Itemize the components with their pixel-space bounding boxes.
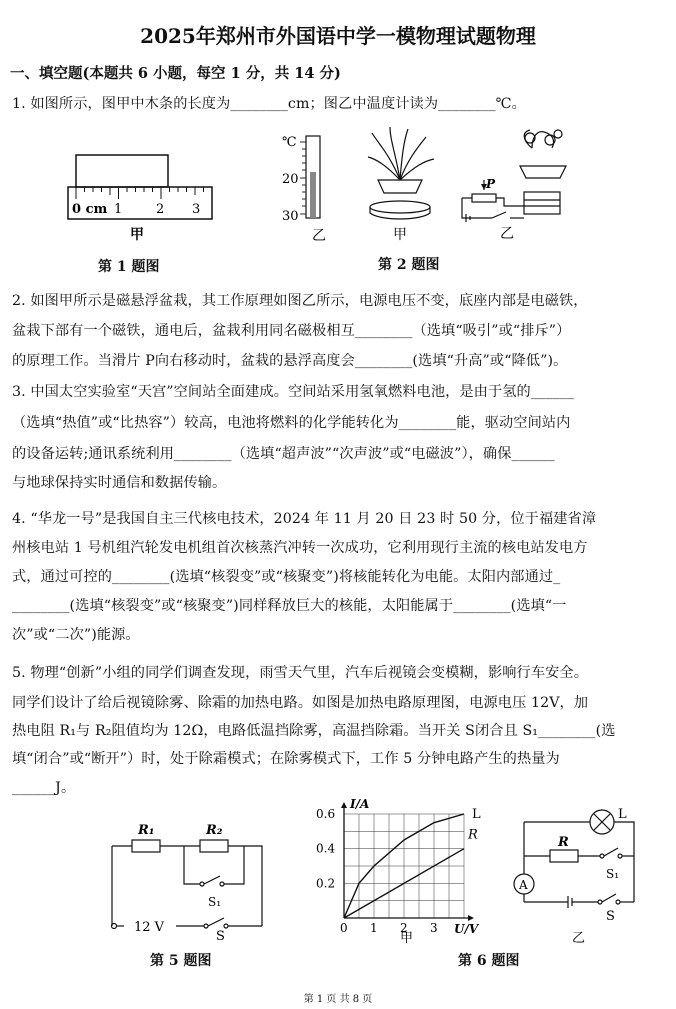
question-5-line: 5. 物理“创新”小组的同学们调查发现，雨雪天气里，汽车后视镜会变模糊，影响行车安全。 xyxy=(12,665,588,681)
page-title: 2025年郑州市外国语中学一模物理试题物理 xyxy=(140,24,536,48)
x-axis-label: U/V xyxy=(454,922,479,936)
x-tick-label: 1 xyxy=(370,921,378,935)
thermometer-tick-label: 20 xyxy=(282,172,299,187)
circuit-figure-label: 乙 xyxy=(572,931,586,946)
figure-2-caption: 第 2 题图 xyxy=(378,257,440,273)
question-2-line: 盆栽下部有一个磁铁，通电后，盆栽利用同名磁极相互________（选填“吸引”或“排斥”） xyxy=(12,323,571,339)
question-5-line: 热电阻 R₁与 R₂阻值均为 12Ω，电路低温挡除雾，高温挡除霜。当开关 S闭合且 S₁________(选 xyxy=(12,723,616,739)
ruler-tick-label: 3 xyxy=(192,202,201,217)
question-4-line: 式，通过可控的________(选填“核裂变”或“核聚变”)将核能转化为电能。太阳内部通过_ xyxy=(12,569,561,585)
circuit-figure-label: 乙 xyxy=(500,226,514,242)
figure-6-caption: 第 6 题图 xyxy=(458,953,520,969)
x-tick-label: 2 xyxy=(400,921,408,935)
lamp-label: L xyxy=(618,807,627,822)
y-tick-label: 0.4 xyxy=(316,841,336,856)
question-3-line: 的设备运转;通讯系统利用________（选填“超声波”“次声波”或“电磁波”），确保______ xyxy=(12,446,555,462)
question-5-line: 同学们设计了给后视镜除雾、除霜的加热电路。如图是加热电路原理图，电源电压 12V，加 xyxy=(12,695,589,711)
switch-s1-label: S₁ xyxy=(208,895,222,909)
figure-5-caption: 第 5 题图 xyxy=(150,953,212,969)
thermometer-unit: ℃ xyxy=(282,135,297,150)
resistor-label: R xyxy=(558,835,569,850)
thermometer-figure-label: 乙 xyxy=(312,228,326,244)
figure-2-maglev-plant xyxy=(360,125,440,245)
question-1-line: 1. 如图所示，图甲中木条的长度为________cm；图乙中温度计读为________℃。 xyxy=(12,96,526,112)
question-3-line: 3. 中国太空实验室“天宫”空间站全面建成。空间站采用氢氧燃料电池，是由于氢的______ xyxy=(12,384,574,400)
ammeter-label: A xyxy=(519,878,528,892)
ruler-tick-label: 2 xyxy=(156,202,165,217)
ruler-tick-label: 0 cm xyxy=(72,202,108,217)
figure-6-graph xyxy=(310,797,490,946)
question-4-line: ________(选填“核裂变”或“核聚变”)同样释放巨大的核能，太阳能属于________(选填“一 xyxy=(12,598,567,614)
x-tick-label: 3 xyxy=(430,921,438,935)
ruler-tick-label: 1 xyxy=(114,202,123,217)
voltage-label: 12 V xyxy=(134,920,165,935)
figure-2-circuit xyxy=(452,130,577,245)
maglev-figure-label: 甲 xyxy=(393,227,407,243)
figure-1-caption: 第 1 题图 xyxy=(98,259,160,275)
series-l-label: L xyxy=(472,807,481,822)
figure-5-circuit xyxy=(104,818,274,943)
resistor-r1-label: R₁ xyxy=(138,823,155,838)
switch-s-label: S xyxy=(606,909,615,924)
section-heading: 一、填空题(本题共 6 小题，每空 1 分，共 14 分) xyxy=(10,65,341,82)
graph-figure-label: 甲 xyxy=(400,931,414,946)
question-4-line: 4. “华龙一号”是我国自主三代核电技术，2024 年 11 月 20 日 23 时 50 分，位于福建省漳 xyxy=(12,511,597,527)
figure-1-thermometer xyxy=(282,132,332,247)
y-tick-label: 0.2 xyxy=(316,876,336,891)
question-4-line: 次”或“二次”)能源。 xyxy=(12,627,140,643)
ruler-figure-label: 甲 xyxy=(130,227,144,243)
question-3-line: （选填“热值”或“比热容”）较高，电池将燃料的化学能转化为________能，驱动空间站内 xyxy=(12,415,571,431)
question-5-line: 填“闭合”或“断开”）时，处于除霜模式；在除雾模式下，工作 5 分钟电路产生的热量为 xyxy=(12,751,560,767)
resistor-r2-label: R₂ xyxy=(206,823,223,838)
series-r-label: R xyxy=(468,827,478,843)
question-5-line: ______J。 xyxy=(12,780,76,796)
question-2-line: 的原理工作。当滑片 P向右移动时，盆栽的悬浮高度会________(选填“升高”或“降低”)。 xyxy=(12,353,568,369)
question-4-line: 州核电站 1 号机组汽轮发电机组首次核蒸汽冲转一次成功，它利用现行主流的核电站发电方 xyxy=(12,540,588,556)
y-axis-label: I/A xyxy=(350,797,370,811)
figure-6-circuit xyxy=(510,808,650,948)
question-2-line: 2. 如图甲所示是磁悬浮盆栽，其工作原理如图乙所示，电源电压不变，底座内部是电磁铁， xyxy=(12,293,588,309)
page-footer: 第 1 页 共 8 页 xyxy=(303,994,373,1005)
thermometer-tick-label: 30 xyxy=(282,209,299,224)
y-tick-label: 0.6 xyxy=(316,807,336,821)
question-3-line: 与地球保持实时通信和数据传输。 xyxy=(12,475,227,491)
figure-1-ruler xyxy=(68,155,218,243)
slider-label: P xyxy=(486,177,496,191)
x-tick-label: 0 xyxy=(340,921,348,935)
switch-s1-label: S₁ xyxy=(606,867,620,881)
switch-s-label: S xyxy=(216,929,225,944)
